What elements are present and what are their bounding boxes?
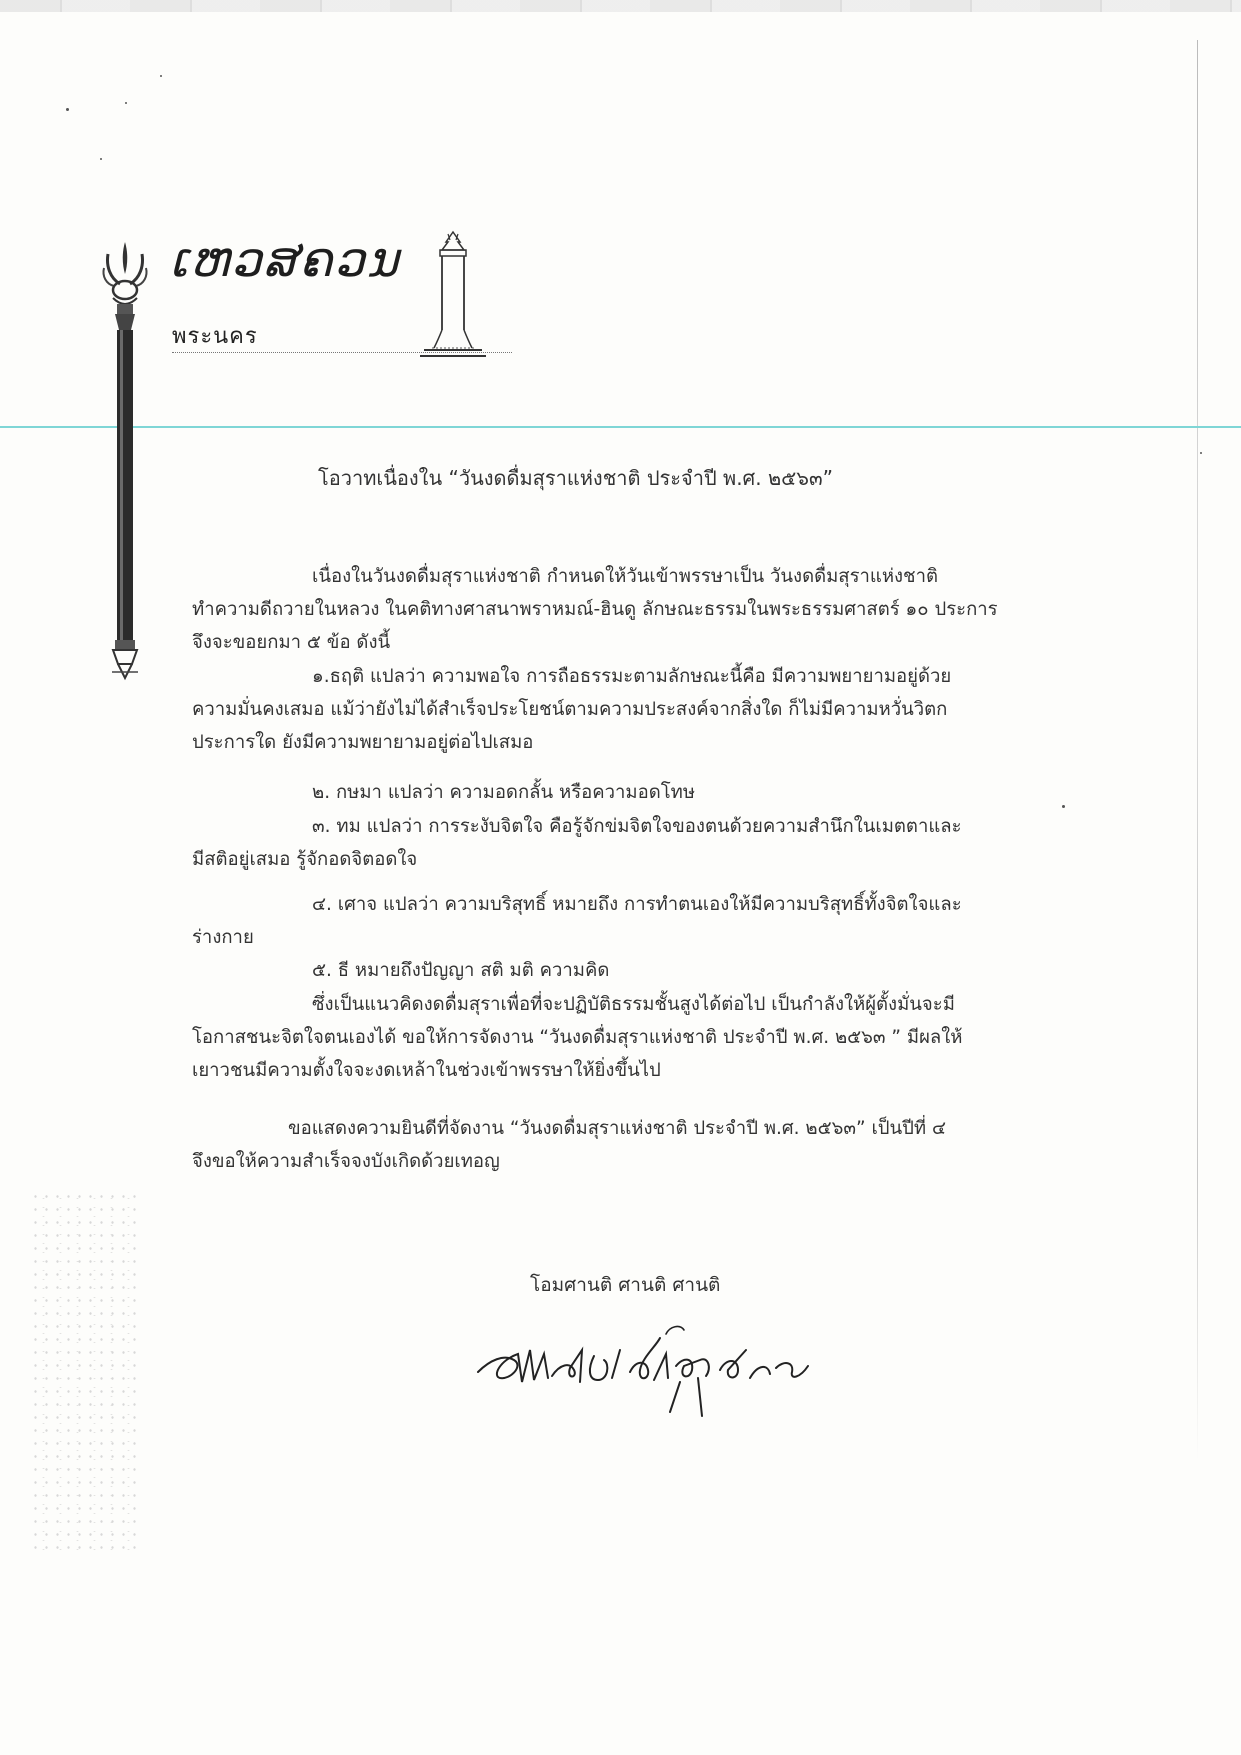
scan-fold-line-cyan — [0, 426, 1241, 428]
paragraph-line: ๑.ธฤติ แปลว่า ความพอใจ การถือธรรมะตามลักษณะนี้คือ มีความพยายามอยู่ด้วย — [312, 666, 952, 687]
paragraph-line: ๒. กษมา แปลว่า ความอดกลั้น หรือความอดโทษ — [312, 782, 696, 803]
paragraph-line: ร่างกาย — [192, 927, 254, 948]
letterhead-subtitle: พระนคร — [172, 324, 258, 349]
scan-dust — [1062, 805, 1065, 808]
document-heading: โอวาทเนื่องใน “วันงดดื่มสุราแห่งชาติ ประจำปี พ.ศ. ๒๕๖๓” — [318, 466, 834, 490]
scan-top-edge — [0, 0, 1241, 12]
list-item-3 — [192, 810, 1022, 876]
handwritten-signature — [470, 1320, 840, 1420]
letterhead-title: ເຫວສຄວນ — [170, 232, 401, 288]
paragraph-line: เยาวชนมีความตั้งใจจะงดเหล้าในช่วงเข้าพรรษาให้ยิ่งขึ้นไป — [192, 1060, 661, 1081]
paragraph-summary — [192, 988, 1022, 1087]
list-item-4 — [192, 888, 1022, 954]
scan-dust — [125, 102, 127, 104]
paragraph-line: มีสติอยู่เสมอ รู้จักอดจิตอดใจ — [192, 849, 418, 870]
paragraph-line: ขอแสดงความยินดีที่จัดงาน “วันงดดื่มสุราแห่งชาติ ประจำปี พ.ศ. ๒๕๖๓” เป็นปีที่ ๔ — [288, 1118, 946, 1139]
scan-speckle — [30, 1190, 140, 1550]
paragraph-line: ความมั่นคงเสมอ แม้ว่ายังไม่ได้สำเร็จประโยชน์ตามความประสงค์จากสิ่งใด ก็ไม่มีความหวั่นวิตก — [192, 699, 948, 720]
scan-fold-line — [1197, 40, 1198, 1460]
paragraph-line: ๕. ธี หมายถึงปัญญา สติ มติ ความคิด — [312, 960, 610, 981]
paragraph-line: ซึ่งเป็นแนวคิดงดดื่มสุราเพื่อที่จะปฏิบัติธรรมชั้นสูงได้ต่อไป เป็นกำลังให้ผู้ตั้งมั่นจะมี — [312, 994, 955, 1015]
paragraph-line: จึงขอให้ความสำเร็จจงบังเกิดด้วยเทอญ — [192, 1151, 500, 1172]
paragraph-line: ๔. เศาจ แปลว่า ความบริสุทธิ์ หมายถึง การทำตนเองให้มีความบริสุทธิ์ทั้งจิตใจและ — [312, 894, 962, 915]
paragraph-congratulations — [192, 1112, 1022, 1178]
tower-pillar-icon — [418, 230, 488, 360]
scan-dust — [1200, 452, 1202, 454]
scan-dust — [160, 75, 162, 77]
paragraph-line: จึงจะขอยกมา ๕ ข้อ ดังนี้ — [192, 632, 391, 653]
closing-blessing: โอมศานติ ศานติ ศานติ — [530, 1274, 721, 1296]
paragraph-line: ๓. ทม แปลว่า การระงับจิตใจ คือรู้จักข่มจิตใจของตนด้วยความสำนึกในเมตตาและ — [312, 816, 962, 837]
scan-dust — [100, 158, 102, 160]
paragraph-intro — [192, 560, 1022, 659]
paragraph-line: โอกาสชนะจิตใจตนเองได้ ขอให้การจัดงาน “วันงดดื่มสุราแห่งชาติ ประจำปี พ.ศ. ๒๕๖๓ ” มีผลให้ — [192, 1027, 963, 1048]
trident-emblem-icon — [98, 238, 152, 688]
paragraph-line: เนื่องในวันงดดื่มสุราแห่งชาติ กำหนดให้วันเข้าพรรษาเป็น วันงดดื่มสุราแห่งชาติ — [312, 566, 939, 587]
paragraph-line: ประการใด ยังมีความพยายามอยู่ต่อไปเสมอ — [192, 732, 534, 753]
list-item-5 — [192, 954, 1022, 987]
list-item-1 — [192, 660, 1022, 759]
list-item-2 — [192, 776, 1022, 809]
scan-dust — [66, 108, 69, 111]
paragraph-line: ทำความดีถวายในหลวง ในคติทางศาสนาพราหมณ์-ฮินดู ลักษณะธรรมในพระธรรมศาสตร์ ๑๐ ประการ — [192, 599, 998, 620]
